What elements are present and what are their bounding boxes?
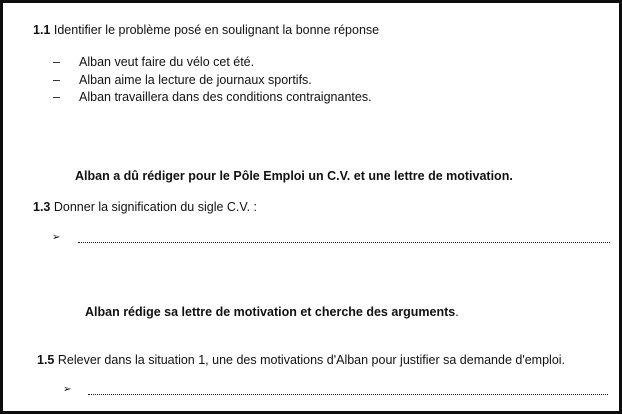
- dash-icon: –: [53, 90, 60, 104]
- question-1-3-number: 1.3: [33, 200, 51, 214]
- statement-motivation-letter: [85, 305, 459, 320]
- statement-motivation-text: Alban rédige sa lettre de motivation et cherche des arguments: [85, 305, 456, 319]
- statement-period: .: [455, 305, 459, 319]
- answer-option-text: Alban aime la lecture de journaux sportifs.: [79, 72, 312, 87]
- question-1-1: [33, 23, 379, 38]
- question-1-3-text: Donner la signification du sigle C.V. :: [53, 200, 257, 214]
- arrow-bullet-icon: ➢: [63, 384, 72, 395]
- answer-option-text: Alban veut faire du vélo cet été.: [79, 55, 255, 69]
- question-1-5: [37, 353, 565, 368]
- question-1-5-number: 1.5: [37, 353, 55, 367]
- question-1-1-number: 1.1: [33, 23, 51, 37]
- answer-option-text: Alban travaillera dans des conditions contraignantes.: [79, 90, 372, 104]
- dash-icon: –: [53, 55, 60, 69]
- question-1-5-text: Relever dans la situation 1, une des motivations d'Alban pour justifier sa demande d'emploi.: [57, 353, 566, 367]
- arrow-bullet-icon: ➢: [52, 232, 61, 243]
- question-1-3: [33, 200, 257, 215]
- answer-line-1-3[interactable]: [78, 242, 610, 243]
- question-1-1-text: Identifier le problème posé en soulignant la bonne réponse: [53, 23, 380, 37]
- answer-line-1-5[interactable]: [88, 394, 608, 395]
- statement-cv-letter: Alban a dû rédiger pour le Pôle Emploi un C.V. et une lettre de motivation.: [75, 169, 513, 183]
- dash-icon: –: [53, 72, 60, 87]
